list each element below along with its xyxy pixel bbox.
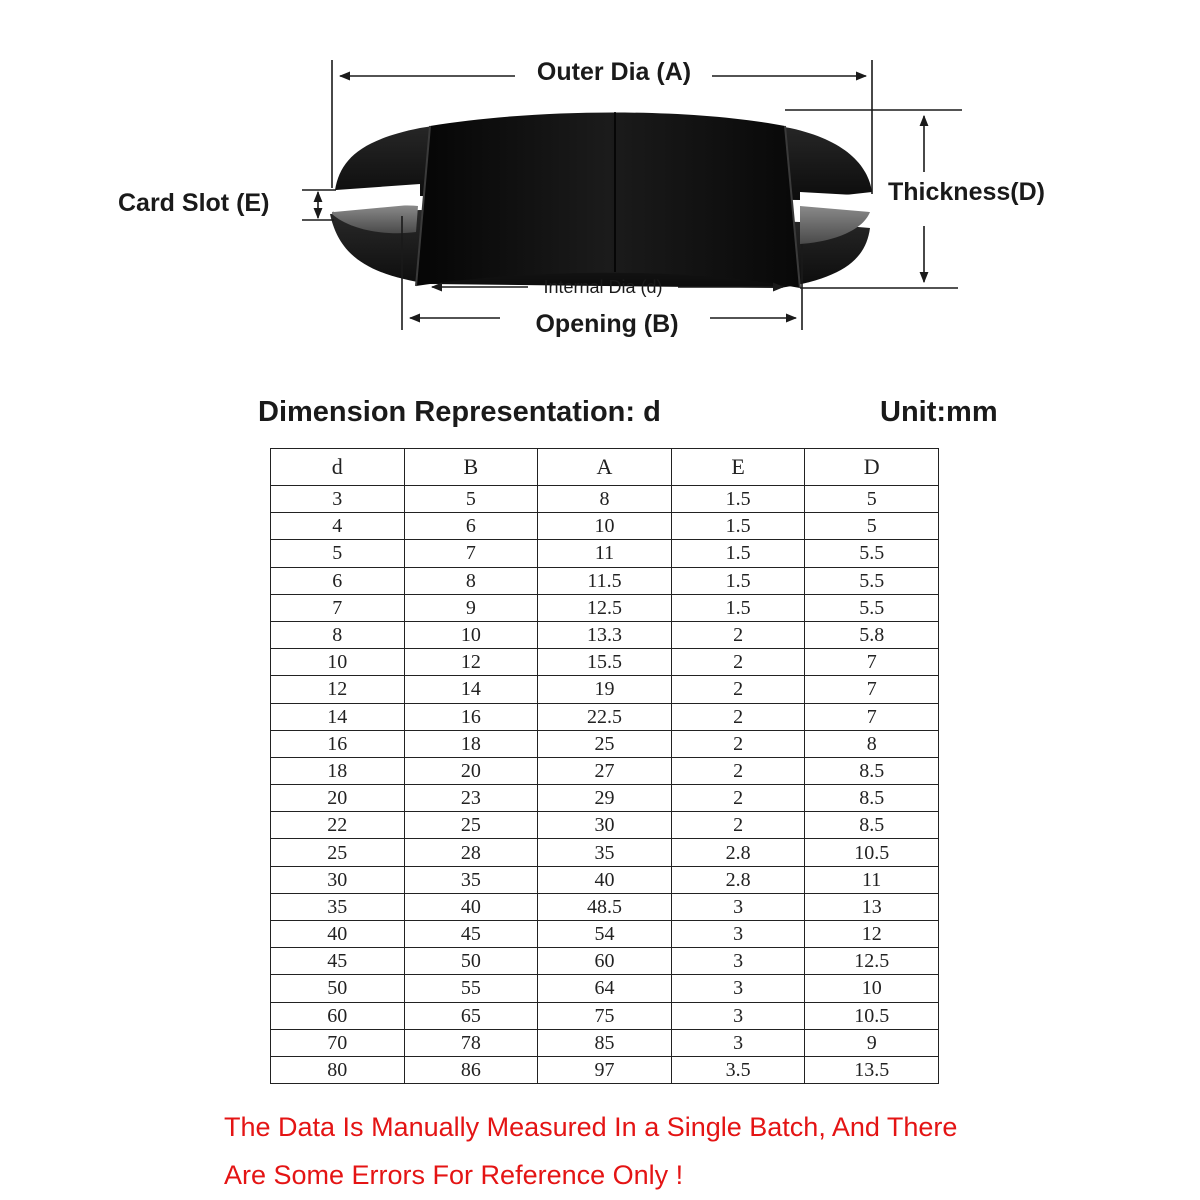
outer-dia-label: Outer Dia (A) (536, 58, 692, 86)
table-cell: 25 (404, 812, 538, 839)
header-a: A (538, 449, 672, 486)
table-cell: 54 (538, 921, 672, 948)
table-row (271, 703, 939, 730)
table-cell: 40 (271, 921, 405, 948)
table-row (271, 649, 939, 676)
table-cell: 8 (271, 621, 405, 648)
table-cell: 22 (271, 812, 405, 839)
table-row (271, 893, 939, 920)
table-cell: 10 (271, 649, 405, 676)
table-row (271, 621, 939, 648)
table-cell: 40 (404, 893, 538, 920)
disclaimer-line-2: Are Some Errors For Reference Only ! (224, 1160, 684, 1190)
table-cell: 12 (404, 649, 538, 676)
table-cell: 14 (271, 703, 405, 730)
table-cell: 12.5 (538, 594, 672, 621)
table-cell: 80 (271, 1056, 405, 1083)
table-cell: 16 (271, 730, 405, 757)
table-cell: 2 (671, 649, 805, 676)
header-thickness: D (805, 449, 939, 486)
table-cell: 6 (271, 567, 405, 594)
table-cell: 97 (538, 1056, 672, 1083)
table-cell: 35 (538, 839, 672, 866)
table-cell: 8 (538, 486, 672, 513)
table-cell: 5 (404, 486, 538, 513)
table-row (271, 975, 939, 1002)
table-cell: 18 (271, 757, 405, 784)
thickness-label: Thickness(D) (888, 178, 1045, 206)
table-row (271, 921, 939, 948)
table-cell: 16 (404, 703, 538, 730)
internal-dia-label: Internal Dia (d) (543, 277, 663, 297)
table-cell: 27 (538, 757, 672, 784)
table-cell: 8.5 (805, 785, 939, 812)
table-row (271, 1002, 939, 1029)
opening-label: Opening (B) (535, 310, 679, 338)
table-cell: 13.5 (805, 1056, 939, 1083)
table-cell: 10 (805, 975, 939, 1002)
dimension-heading: Dimension Representation: d (258, 396, 661, 428)
table-body (271, 486, 939, 1084)
table-cell: 2 (671, 812, 805, 839)
table-cell: 11.5 (538, 567, 672, 594)
table-cell: 4 (271, 513, 405, 540)
table-cell: 2.8 (671, 866, 805, 893)
table-cell: 22.5 (538, 703, 672, 730)
unit-label: Unit:mm (880, 396, 998, 428)
disclaimer-line-1: The Data Is Manually Measured In a Single Batch, And There (224, 1112, 958, 1142)
table-row (271, 730, 939, 757)
table-cell: 3 (671, 921, 805, 948)
table-cell: 48.5 (538, 893, 672, 920)
table-cell: 2 (671, 757, 805, 784)
table-cell: 7 (805, 649, 939, 676)
table-row (271, 540, 939, 567)
table-cell: 3.5 (671, 1056, 805, 1083)
table-cell: 9 (805, 1029, 939, 1056)
table-cell: 14 (404, 676, 538, 703)
card-slot-label: Card Slot (E) (118, 189, 270, 217)
table-cell: 5 (271, 540, 405, 567)
header-b: B (404, 449, 538, 486)
table-cell: 7 (404, 540, 538, 567)
table-cell: 3 (671, 975, 805, 1002)
table-cell: 45 (404, 921, 538, 948)
table-cell: 2.8 (671, 839, 805, 866)
table-cell: 3 (671, 1029, 805, 1056)
table-row (271, 866, 939, 893)
table-cell: 13 (805, 893, 939, 920)
table-cell: 30 (538, 812, 672, 839)
table-cell: 3 (671, 948, 805, 975)
table-row (271, 486, 939, 513)
table-cell: 2 (671, 676, 805, 703)
table-cell: 64 (538, 975, 672, 1002)
table-cell: 25 (271, 839, 405, 866)
table-row (271, 513, 939, 540)
header-d: d (271, 449, 405, 486)
table-cell: 35 (404, 866, 538, 893)
table-cell: 85 (538, 1029, 672, 1056)
table-cell: 55 (404, 975, 538, 1002)
table-cell: 3 (271, 486, 405, 513)
tube-body (416, 113, 800, 289)
table-cell: 13.3 (538, 621, 672, 648)
table-cell: 8.5 (805, 757, 939, 784)
table-cell: 6 (404, 513, 538, 540)
dimension-table (270, 448, 939, 1084)
table-cell: 5 (805, 486, 939, 513)
table-row (271, 1056, 939, 1083)
table-row (271, 757, 939, 784)
table-cell: 60 (271, 1002, 405, 1029)
table-row (271, 676, 939, 703)
table-cell: 5.5 (805, 567, 939, 594)
table-cell: 2 (671, 785, 805, 812)
table-cell: 25 (538, 730, 672, 757)
table-cell: 2 (671, 730, 805, 757)
header-e: E (671, 449, 805, 486)
table-cell: 1.5 (671, 540, 805, 567)
table-cell: 65 (404, 1002, 538, 1029)
table-cell: 7 (271, 594, 405, 621)
table-cell: 10.5 (805, 1002, 939, 1029)
table-cell: 5 (805, 513, 939, 540)
table-cell: 1.5 (671, 486, 805, 513)
table-cell: 60 (538, 948, 672, 975)
table-cell: 20 (404, 757, 538, 784)
table-cell: 10.5 (805, 839, 939, 866)
table-cell: 45 (271, 948, 405, 975)
table-cell: 75 (538, 1002, 672, 1029)
table-cell: 50 (404, 948, 538, 975)
table-cell: 12 (805, 921, 939, 948)
table-cell: 15.5 (538, 649, 672, 676)
table-cell: 18 (404, 730, 538, 757)
table-cell: 2 (671, 703, 805, 730)
table-cell: 50 (271, 975, 405, 1002)
table-cell: 86 (404, 1056, 538, 1083)
table-cell: 8.5 (805, 812, 939, 839)
table-cell: 7 (805, 703, 939, 730)
table-row (271, 594, 939, 621)
table-header-row (271, 449, 939, 486)
table-cell: 20 (271, 785, 405, 812)
table-row (271, 785, 939, 812)
table-cell: 70 (271, 1029, 405, 1056)
table-cell: 19 (538, 676, 672, 703)
table-cell: 29 (538, 785, 672, 812)
table-cell: 28 (404, 839, 538, 866)
grommet-illustration (330, 112, 872, 288)
table-cell: 2 (671, 621, 805, 648)
table-cell: 40 (538, 866, 672, 893)
table-cell: 8 (805, 730, 939, 757)
table-cell: 9 (404, 594, 538, 621)
table-cell: 23 (404, 785, 538, 812)
table-cell: 11 (538, 540, 672, 567)
table-cell: 1.5 (671, 567, 805, 594)
table-row (271, 812, 939, 839)
table-cell: 8 (404, 567, 538, 594)
table-cell: 30 (271, 866, 405, 893)
table-row (271, 1029, 939, 1056)
grommet-diagram (0, 0, 1200, 360)
table-cell: 1.5 (671, 594, 805, 621)
table-cell: 12.5 (805, 948, 939, 975)
table-cell: 10 (404, 621, 538, 648)
table-row (271, 839, 939, 866)
table-cell: 3 (671, 893, 805, 920)
table-cell: 3 (671, 1002, 805, 1029)
table-cell: 35 (271, 893, 405, 920)
table-cell: 12 (271, 676, 405, 703)
table-row (271, 567, 939, 594)
table-cell: 5.5 (805, 540, 939, 567)
table-cell: 11 (805, 866, 939, 893)
table-cell: 10 (538, 513, 672, 540)
table-cell: 1.5 (671, 513, 805, 540)
table-cell: 78 (404, 1029, 538, 1056)
table-row (271, 948, 939, 975)
table-cell: 5.8 (805, 621, 939, 648)
table-cell: 5.5 (805, 594, 939, 621)
table-cell: 7 (805, 676, 939, 703)
